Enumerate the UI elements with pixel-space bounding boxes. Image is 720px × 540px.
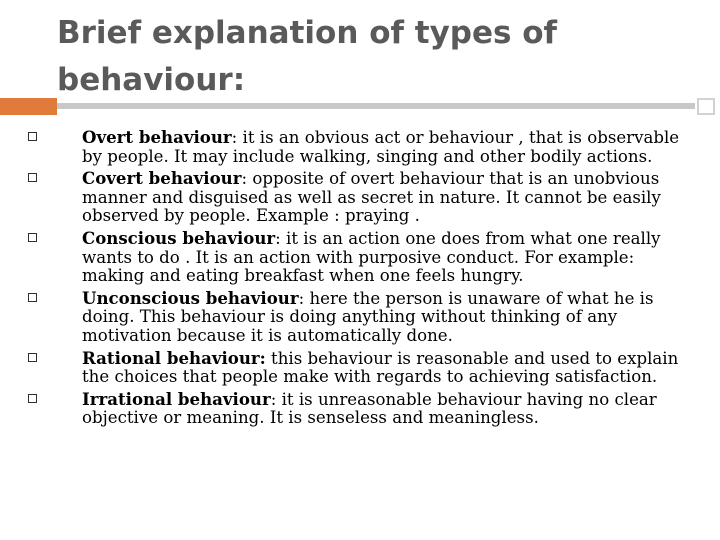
title-rule — [57, 103, 695, 109]
bullet-term: Irrational behaviour — [82, 388, 271, 409]
bullet-text: it is unreasonable behaviour having no clear objective or meaning. It is senseless and meaningless. — [82, 389, 657, 428]
square-bullet-icon — [28, 394, 37, 403]
bullet-text: it is an obvious act or behaviour , that is observable by people. It may include walking, singing and other bodily actions. — [82, 128, 680, 166]
bullet-text: opposite of overt behaviour that is an unobvious manner and disguised as well as secret in nature. It cannot be easily observed by people. Example : praying . — [82, 169, 661, 226]
bullet-separator: : — [231, 128, 238, 147]
bullet-list — [28, 128, 688, 431]
square-bullet-icon — [28, 173, 37, 182]
bullet-item-unconscious — [28, 289, 688, 346]
bullet-item-rational — [28, 349, 688, 387]
bullet-term: Rational behaviour: — [82, 347, 266, 368]
bullet-text: here the person is unaware of what he is doing. This behaviour is doing anything without thinking of any motivation because it is automatically done. — [82, 288, 654, 345]
bullet-term: Overt behaviour — [82, 127, 232, 147]
square-bullet-icon — [28, 353, 37, 362]
square-bullet-icon — [28, 233, 37, 242]
slide-title: Brief explanation of types of behaviour: — [57, 15, 558, 98]
bullet-item-irrational — [28, 390, 688, 428]
bullet-term: Unconscious behaviour — [82, 287, 299, 308]
bullet-text: it is an action one does from what one really wants to do . It is an action with purposive conduct. For example: making and eating breakfast when one feels hungry. — [82, 228, 661, 286]
bullet-item-conscious — [28, 229, 688, 286]
bullet-separator: : — [275, 228, 281, 248]
decorative-box — [697, 98, 715, 115]
square-bullet-icon — [28, 132, 37, 141]
bullet-text: this behaviour is reasonable and used to explain the choices that people make with regards to achieving satisfaction. — [82, 348, 679, 387]
bullet-item-overt — [28, 128, 688, 166]
bullet-separator: : — [298, 288, 305, 308]
bullet-separator: : — [241, 169, 248, 189]
accent-bar — [0, 98, 57, 115]
bullet-separator: : — [270, 389, 277, 409]
square-bullet-icon — [28, 293, 37, 302]
bullet-item-covert — [28, 169, 688, 226]
bullet-term: Conscious behaviour — [82, 227, 276, 248]
bullet-term: Covert behaviour — [82, 168, 242, 189]
